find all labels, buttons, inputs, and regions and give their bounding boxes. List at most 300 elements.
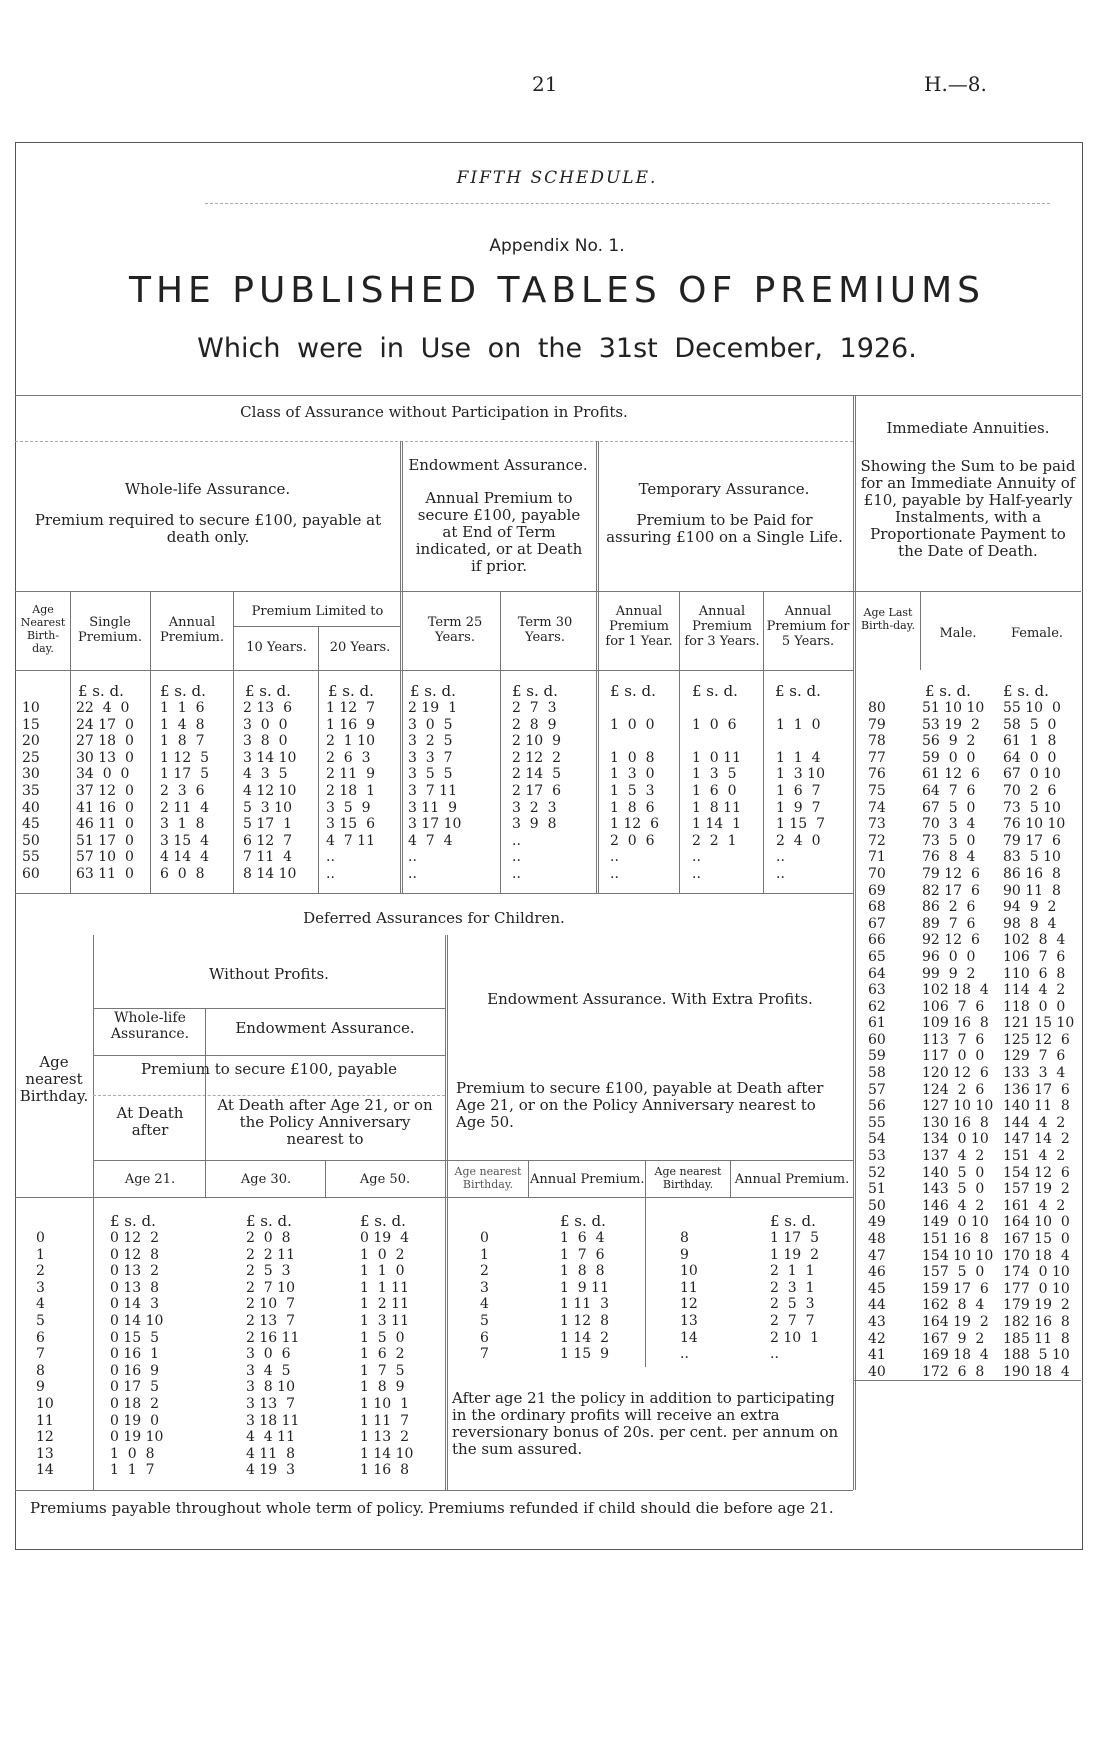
table-cell: 79 12 6	[922, 865, 980, 882]
table-cell	[610, 700, 678, 717]
table-cell: 0 14 3	[110, 1296, 159, 1313]
table-cell: 66	[868, 932, 886, 949]
temporary-desc: Premium to be Paid for assuring £100 on a Single Life.	[606, 511, 843, 546]
unit-label: £ s. d.	[246, 1212, 292, 1230]
table-cell: 56	[868, 1098, 886, 1115]
table-cell: 2 7 3	[512, 700, 557, 716]
table-cell: 2 11 9	[326, 766, 375, 783]
table-cell: 177 0 10	[1003, 1280, 1070, 1297]
col-age-50: Age 50.	[359, 1172, 411, 1187]
table-cell: 30	[22, 766, 40, 783]
ep-premium-head-1: Annual Premium.	[530, 1172, 645, 1187]
table-cell: 61 1 8	[1003, 733, 1057, 750]
table-cell: 54	[868, 1131, 886, 1148]
table-cell: 102 8 4	[1003, 932, 1066, 949]
table-cell: ..	[512, 865, 521, 882]
table-cell: 1 12 6	[610, 816, 659, 833]
table-cell: 8	[36, 1362, 45, 1379]
annuity-female-column	[1003, 700, 1079, 1380]
rule	[150, 591, 151, 893]
col-20-years: 20 Years.	[329, 640, 391, 655]
table-cell: 1 15 9	[560, 1346, 609, 1363]
table-cell: 3 5 9	[326, 799, 371, 816]
table-cell: 149 0 10	[922, 1214, 989, 1231]
table-cell: 2 17 6	[512, 782, 561, 799]
table-cell: 90 11 8	[1003, 882, 1061, 899]
table-cell	[776, 733, 844, 750]
table-cell: 1 11 3	[560, 1296, 609, 1313]
ep-age-column-1	[480, 1230, 520, 1363]
table-cell: 134 0 10	[922, 1131, 989, 1148]
age-column	[22, 700, 62, 883]
table-cell: 13	[36, 1445, 54, 1462]
unit-label: £ s. d.	[560, 1212, 606, 1230]
tmp-3-column	[692, 700, 760, 883]
table-cell: 61	[868, 1015, 886, 1032]
table-cell: 53 19 2	[922, 716, 980, 733]
table-cell: 102 18 4	[922, 982, 989, 999]
table-cell: ..	[610, 865, 619, 882]
table-cell: 5	[36, 1312, 45, 1329]
table-cell: 67 0 10	[1003, 766, 1061, 783]
table-cell: 1 10 1	[360, 1395, 409, 1412]
rule	[853, 395, 856, 1490]
annuities-title: Immediate Annuities.	[886, 419, 1050, 437]
table-cell: 0 16 1	[110, 1346, 159, 1363]
table-cell: 167 15 0	[1003, 1231, 1070, 1247]
table-cell: 1 16 8	[360, 1462, 409, 1479]
table-cell: 13	[680, 1312, 698, 1329]
table-cell: 1 14 10	[360, 1445, 414, 1462]
deferred-age30-column	[246, 1230, 326, 1479]
temporary-title: Temporary Assurance.	[638, 480, 810, 498]
table-cell: 117 0 0	[922, 1048, 985, 1065]
table-cell: 79	[868, 716, 886, 733]
table-cell: 64 7 6	[922, 782, 976, 799]
table-cell: 42	[868, 1330, 886, 1347]
table-cell: 1 12 7	[326, 700, 375, 716]
rule	[15, 591, 1081, 592]
table-cell: 1 8 11	[692, 799, 741, 816]
term-25-column	[408, 700, 480, 883]
table-cell: 2 0 6	[610, 832, 655, 849]
table-cell: 10	[36, 1395, 54, 1412]
rule	[233, 626, 400, 627]
page-header	[0, 72, 1114, 102]
table-cell: 140 11 8	[1003, 1098, 1070, 1115]
table-cell: 73 5 0	[922, 832, 976, 849]
table-cell: 110 6 8	[1003, 965, 1066, 982]
tmp-1-column	[610, 700, 678, 883]
table-cell: 151 4 2	[1003, 1148, 1066, 1165]
table-cell: 0 13 8	[110, 1279, 159, 1296]
table-cell: 49	[868, 1214, 886, 1231]
table-cell: 4 4 11	[246, 1429, 295, 1446]
table-cell: 4 14 4	[160, 849, 209, 866]
rule	[500, 591, 501, 893]
rule	[596, 441, 599, 893]
table-cell: 25	[22, 749, 40, 766]
rule	[233, 591, 234, 893]
table-cell: 6	[480, 1329, 489, 1346]
ep-premium-head-2: Annual Premium.	[734, 1172, 850, 1187]
col-female: Female.	[1010, 626, 1064, 641]
table-cell: 1 1 11	[360, 1279, 409, 1296]
table-cell: ..	[512, 849, 521, 866]
table-cell: 82 17 6	[922, 882, 980, 899]
table-cell: 188 5 10	[1003, 1347, 1070, 1364]
table-cell: 14	[36, 1462, 54, 1479]
table-cell: 144 4 2	[1003, 1114, 1066, 1131]
table-cell: 74	[868, 799, 886, 816]
table-cell: 154 10 10	[922, 1247, 994, 1264]
table-cell: 106 7 6	[1003, 948, 1066, 965]
rule	[93, 1160, 853, 1161]
table-cell: 4 11 8	[246, 1445, 295, 1462]
table-cell: 1	[480, 1246, 489, 1263]
table-cell: 4 19 3	[246, 1462, 295, 1479]
table-cell: 59 0 0	[922, 749, 976, 766]
table-cell: 98 8 4	[1003, 915, 1057, 932]
table-cell: 1 12 5	[160, 749, 209, 766]
table-cell: 8	[680, 1230, 689, 1246]
table-cell: 1 0 0	[610, 716, 655, 733]
table-cell: 3 3 7	[408, 749, 453, 766]
table-cell: 4 3 5	[243, 766, 288, 783]
table-cell: 35	[22, 782, 40, 799]
table-cell: 58 5 0	[1003, 716, 1057, 733]
col-term-25: Term 25 Years.	[427, 615, 483, 645]
table-cell: 99 9 2	[922, 965, 976, 982]
table-cell: 0	[480, 1230, 489, 1246]
table-cell: 70 2 6	[1003, 782, 1057, 799]
table-cell: ..	[776, 865, 785, 882]
table-cell: 1 3 5	[692, 766, 737, 783]
rule	[920, 591, 921, 670]
table-cell: ..	[776, 849, 785, 866]
table-cell: 1 8 7	[160, 733, 205, 750]
table-cell: 43	[868, 1313, 886, 1330]
table-cell: 151 16 8	[922, 1231, 989, 1247]
col-annual: Annual Premium.	[160, 615, 224, 645]
rule	[325, 1160, 326, 1197]
table-cell: 3 5 5	[408, 766, 453, 783]
rule	[528, 1160, 529, 1197]
table-cell: 50	[868, 1197, 886, 1214]
table-cell: 75	[868, 782, 886, 799]
page-subtitle: Which were in Use on the 31st December, 1926.	[197, 333, 917, 364]
footer-note-right: Premiums refunded if child should die before age 21.	[428, 1499, 834, 1517]
single-premium-column	[76, 700, 148, 883]
table-cell: 1 15 7	[776, 816, 825, 833]
table-cell: 2 14 5	[512, 766, 561, 783]
table-cell: 3 14 10	[243, 749, 297, 766]
table-cell: ..	[692, 865, 701, 882]
table-cell: 62	[868, 998, 886, 1015]
table-cell: 2 18 1	[326, 782, 375, 799]
table-cell: 1 1 6	[160, 700, 205, 716]
table-cell: 44	[868, 1297, 886, 1314]
ep-premium-column-2	[770, 1230, 850, 1363]
table-cell: 76 10 10	[1003, 816, 1066, 833]
rule	[400, 441, 403, 893]
table-cell: 1 17 5	[160, 766, 209, 783]
table-cell: ..	[326, 849, 335, 866]
deferred-age21-column	[110, 1230, 190, 1479]
table-cell: 73	[868, 816, 886, 833]
table-cell: 52	[868, 1164, 886, 1181]
table-cell: 80	[868, 700, 886, 716]
table-cell: 3 13 7	[246, 1395, 295, 1412]
without-profits-title: Without Profits.	[209, 965, 329, 983]
table-cell: 51	[868, 1181, 886, 1198]
table-cell: 24 17 0	[76, 716, 134, 733]
col-age-30: Age 30.	[240, 1172, 292, 1187]
divider	[205, 203, 1050, 204]
unit-label: £ s. d.	[110, 1212, 156, 1230]
table-cell: 67	[868, 915, 886, 932]
table-cell: 1 0 8	[610, 749, 655, 766]
annuity-age-column	[868, 700, 908, 1380]
table-cell: 0 18 2	[110, 1395, 159, 1412]
table-cell: 0 14 10	[110, 1312, 164, 1329]
whole-life-desc: Premium required to secure £100, payable at death only.	[34, 511, 382, 546]
table-cell: 78	[868, 733, 886, 750]
table-cell: 2 10 1	[770, 1329, 819, 1346]
table-cell: 2 12 2	[512, 749, 561, 766]
table-cell: 9	[36, 1379, 45, 1396]
footer-note-left: Premiums payable throughout whole term of policy.	[30, 1499, 425, 1517]
table-cell: 70	[868, 865, 886, 882]
col-tmp-3: Annual Premium for 3 Years.	[684, 604, 760, 649]
table-cell: 1 3 11	[360, 1312, 409, 1329]
table-cell: 10	[22, 700, 40, 716]
table-cell: 10	[680, 1263, 698, 1280]
unit-label: £ s. d.	[692, 682, 738, 700]
deferred-age50-column	[360, 1230, 440, 1479]
table-cell: ..	[512, 832, 521, 849]
table-cell: 15	[22, 716, 40, 733]
table-cell: 113 7 6	[922, 1031, 985, 1048]
table-cell: 14	[680, 1329, 698, 1346]
table-cell: 2 16 11	[246, 1329, 300, 1346]
table-cell: 57 10 0	[76, 849, 134, 866]
table-cell: 1 17 5	[770, 1230, 819, 1246]
table-cell: 57	[868, 1081, 886, 1098]
rule	[15, 670, 853, 671]
table-cell: 56 9 2	[922, 733, 976, 750]
rule	[70, 591, 71, 893]
table-cell: 1 0 8	[110, 1445, 155, 1462]
table-cell: 3 17 10	[408, 816, 462, 833]
table-cell: 4	[36, 1296, 45, 1313]
table-cell: 60	[868, 1031, 886, 1048]
table-cell: 34 0 0	[76, 766, 130, 783]
table-cell: 182 16 8	[1003, 1313, 1070, 1330]
table-cell: 79 17 6	[1003, 832, 1061, 849]
table-cell: 11	[680, 1279, 698, 1296]
table-cell: 8 14 10	[243, 865, 297, 882]
table-cell: 50	[22, 832, 40, 849]
table-cell: 0 16 9	[110, 1362, 159, 1379]
table-cell: 76	[868, 766, 886, 783]
col-age-21: Age 21.	[124, 1172, 176, 1187]
table-cell: 179 19 2	[1003, 1297, 1070, 1314]
rule	[93, 935, 94, 1490]
whole-life-title: Whole-life Assurance.	[124, 480, 291, 498]
table-cell: 2 6 3	[326, 749, 371, 766]
table-cell: 1 7 6	[560, 1246, 605, 1263]
table-cell: 154 12 6	[1003, 1164, 1070, 1181]
table-cell: 1 14 1	[692, 816, 741, 833]
col-10-years: 10 Years.	[246, 640, 307, 655]
table-cell: 1 12 8	[560, 1312, 609, 1329]
table-cell: 2 0 8	[246, 1230, 291, 1246]
table-cell: 1 3 10	[776, 766, 825, 783]
table-cell: 60	[22, 865, 40, 882]
table-cell: 162 8 4	[922, 1297, 985, 1314]
table-cell: 22 4 0	[76, 700, 130, 716]
table-cell: ..	[408, 865, 417, 882]
table-cell: 1 1 0	[360, 1263, 405, 1280]
endowment-sub: Endowment Assurance.	[235, 1019, 415, 1037]
table-cell: 167 9 2	[922, 1330, 985, 1347]
table-cell: 67 5 0	[922, 799, 976, 816]
unit-label: £ s. d.	[610, 682, 656, 700]
table-cell: 4	[480, 1296, 489, 1313]
table-cell: 106 7 6	[922, 998, 985, 1015]
table-cell: 164 10 0	[1003, 1214, 1070, 1231]
table-cell: 1 0 2	[360, 1246, 405, 1263]
table-cell: 2 5 3	[770, 1296, 815, 1313]
table-cell: 1 8 6	[610, 799, 655, 816]
table-cell: 2 1 10	[326, 733, 375, 750]
table-cell: 4 7 11	[326, 832, 375, 849]
with-profits-desc: Premium to secure £100, payable at Death after Age 21, or on the Policy Anniversary nearest to Age 50.	[456, 1079, 824, 1131]
table-cell: 109 16 8	[922, 1015, 989, 1032]
table-cell: 1 8 9	[360, 1379, 405, 1396]
table-cell: 69	[868, 882, 886, 899]
at-death-after-age: At Death after Age 21, or on the Policy Anniversary nearest to	[217, 1096, 433, 1148]
table-cell: 3 8 10	[246, 1379, 295, 1396]
ep-age-head-2: Age nearest Birthday.	[654, 1165, 722, 1191]
table-cell: 2 2 11	[246, 1246, 295, 1263]
table-cell: 2	[480, 1263, 489, 1280]
class-header: Class of Assurance without Participation in Profits.	[240, 403, 628, 421]
table-cell: 0	[36, 1230, 45, 1246]
col-male: Male.	[939, 626, 977, 641]
table-cell: 2 1 1	[770, 1263, 815, 1280]
table-cell: 2 7 7	[770, 1312, 815, 1329]
table-cell: 143 5 0	[922, 1181, 985, 1198]
table-cell: 1	[36, 1246, 45, 1263]
table-cell: 0 12 2	[110, 1230, 159, 1246]
whole-life-sub: Whole-life Assurance.	[110, 1010, 190, 1042]
table-cell: 2 13 7	[246, 1312, 295, 1329]
table-cell: 174 0 10	[1003, 1264, 1070, 1281]
unit-label: £ s. d.	[410, 682, 456, 700]
table-cell: 0 19 4	[360, 1230, 409, 1246]
tmp-5-column	[776, 700, 844, 883]
rule	[763, 591, 764, 893]
table-cell: 96 0 0	[922, 948, 976, 965]
table-cell: 1 14 2	[560, 1329, 609, 1346]
rule	[730, 1160, 731, 1197]
table-cell: 1 3 0	[610, 766, 655, 783]
table-cell: 12	[680, 1296, 698, 1313]
ep-premium-column-1	[560, 1230, 640, 1363]
table-cell: 3 1 8	[160, 816, 205, 833]
table-cell: 159 17 6	[922, 1280, 989, 1297]
table-cell: 120 12 6	[922, 1065, 989, 1082]
table-cell: 5 3 10	[243, 799, 292, 816]
table-cell: 5 17 1	[243, 816, 292, 833]
table-cell	[776, 700, 844, 717]
table-cell: 190 18 4	[1003, 1363, 1070, 1380]
rule	[93, 1008, 445, 1009]
table-cell: 157 19 2	[1003, 1181, 1070, 1198]
table-cell: 1 9 7	[776, 799, 821, 816]
table-cell: 1 1 7	[110, 1462, 155, 1479]
rule	[645, 1160, 646, 1197]
table-cell: 130 16 8	[922, 1114, 989, 1131]
table-cell: 1 0 11	[692, 749, 741, 766]
table-cell: 1 13 2	[360, 1429, 409, 1446]
table-cell: 6	[36, 1329, 45, 1346]
table-cell: 2 11 4	[160, 799, 209, 816]
table-cell: 45	[22, 816, 40, 833]
rule	[15, 1490, 853, 1491]
table-cell	[692, 700, 760, 717]
table-cell: 2 10 7	[246, 1296, 295, 1313]
table-cell: 1 8 8	[560, 1263, 605, 1280]
table-cell: 94 9 2	[1003, 899, 1057, 916]
table-cell: 0 15 5	[110, 1329, 159, 1346]
table-cell: 137 4 2	[922, 1148, 985, 1165]
table-cell: 1 6 2	[360, 1346, 405, 1363]
table-cell: 5	[480, 1312, 489, 1329]
table-cell: 3	[480, 1279, 489, 1296]
rule	[679, 591, 680, 893]
table-cell: 47	[868, 1247, 886, 1264]
col-age-last: Age Last Birth-day.	[861, 606, 915, 632]
table-cell: 76 8 4	[922, 849, 976, 866]
table-cell: 37 12 0	[76, 782, 134, 799]
table-cell: 0 12 8	[110, 1246, 159, 1263]
table-cell: 63 11 0	[76, 865, 134, 882]
table-cell: 0 19 0	[110, 1412, 159, 1429]
schedule-heading: FIFTH SCHEDULE.	[456, 168, 658, 188]
table-cell: 51 17 0	[76, 832, 134, 849]
table-cell: 58	[868, 1065, 886, 1082]
table-cell: 172 6 8	[922, 1363, 985, 1380]
rule	[445, 935, 448, 1490]
table-cell: 3 2 3	[512, 799, 557, 816]
rule	[205, 1008, 206, 1197]
table-cell: 51 10 10	[922, 700, 985, 716]
table-cell: 46 11 0	[76, 816, 134, 833]
page-title: THE PUBLISHED TABLES OF PREMIUMS	[128, 270, 986, 311]
unit-label: £ s. d.	[1003, 682, 1049, 700]
rule	[645, 1197, 646, 1367]
table-cell: 46	[868, 1264, 886, 1281]
table-cell: 2 10 9	[512, 733, 561, 750]
table-cell: 0 13 2	[110, 1263, 159, 1280]
ep-age-column-2	[680, 1230, 720, 1363]
table-cell	[610, 733, 678, 750]
table-cell: 2 13 6	[243, 700, 292, 716]
table-cell: 2 3 6	[160, 782, 205, 799]
